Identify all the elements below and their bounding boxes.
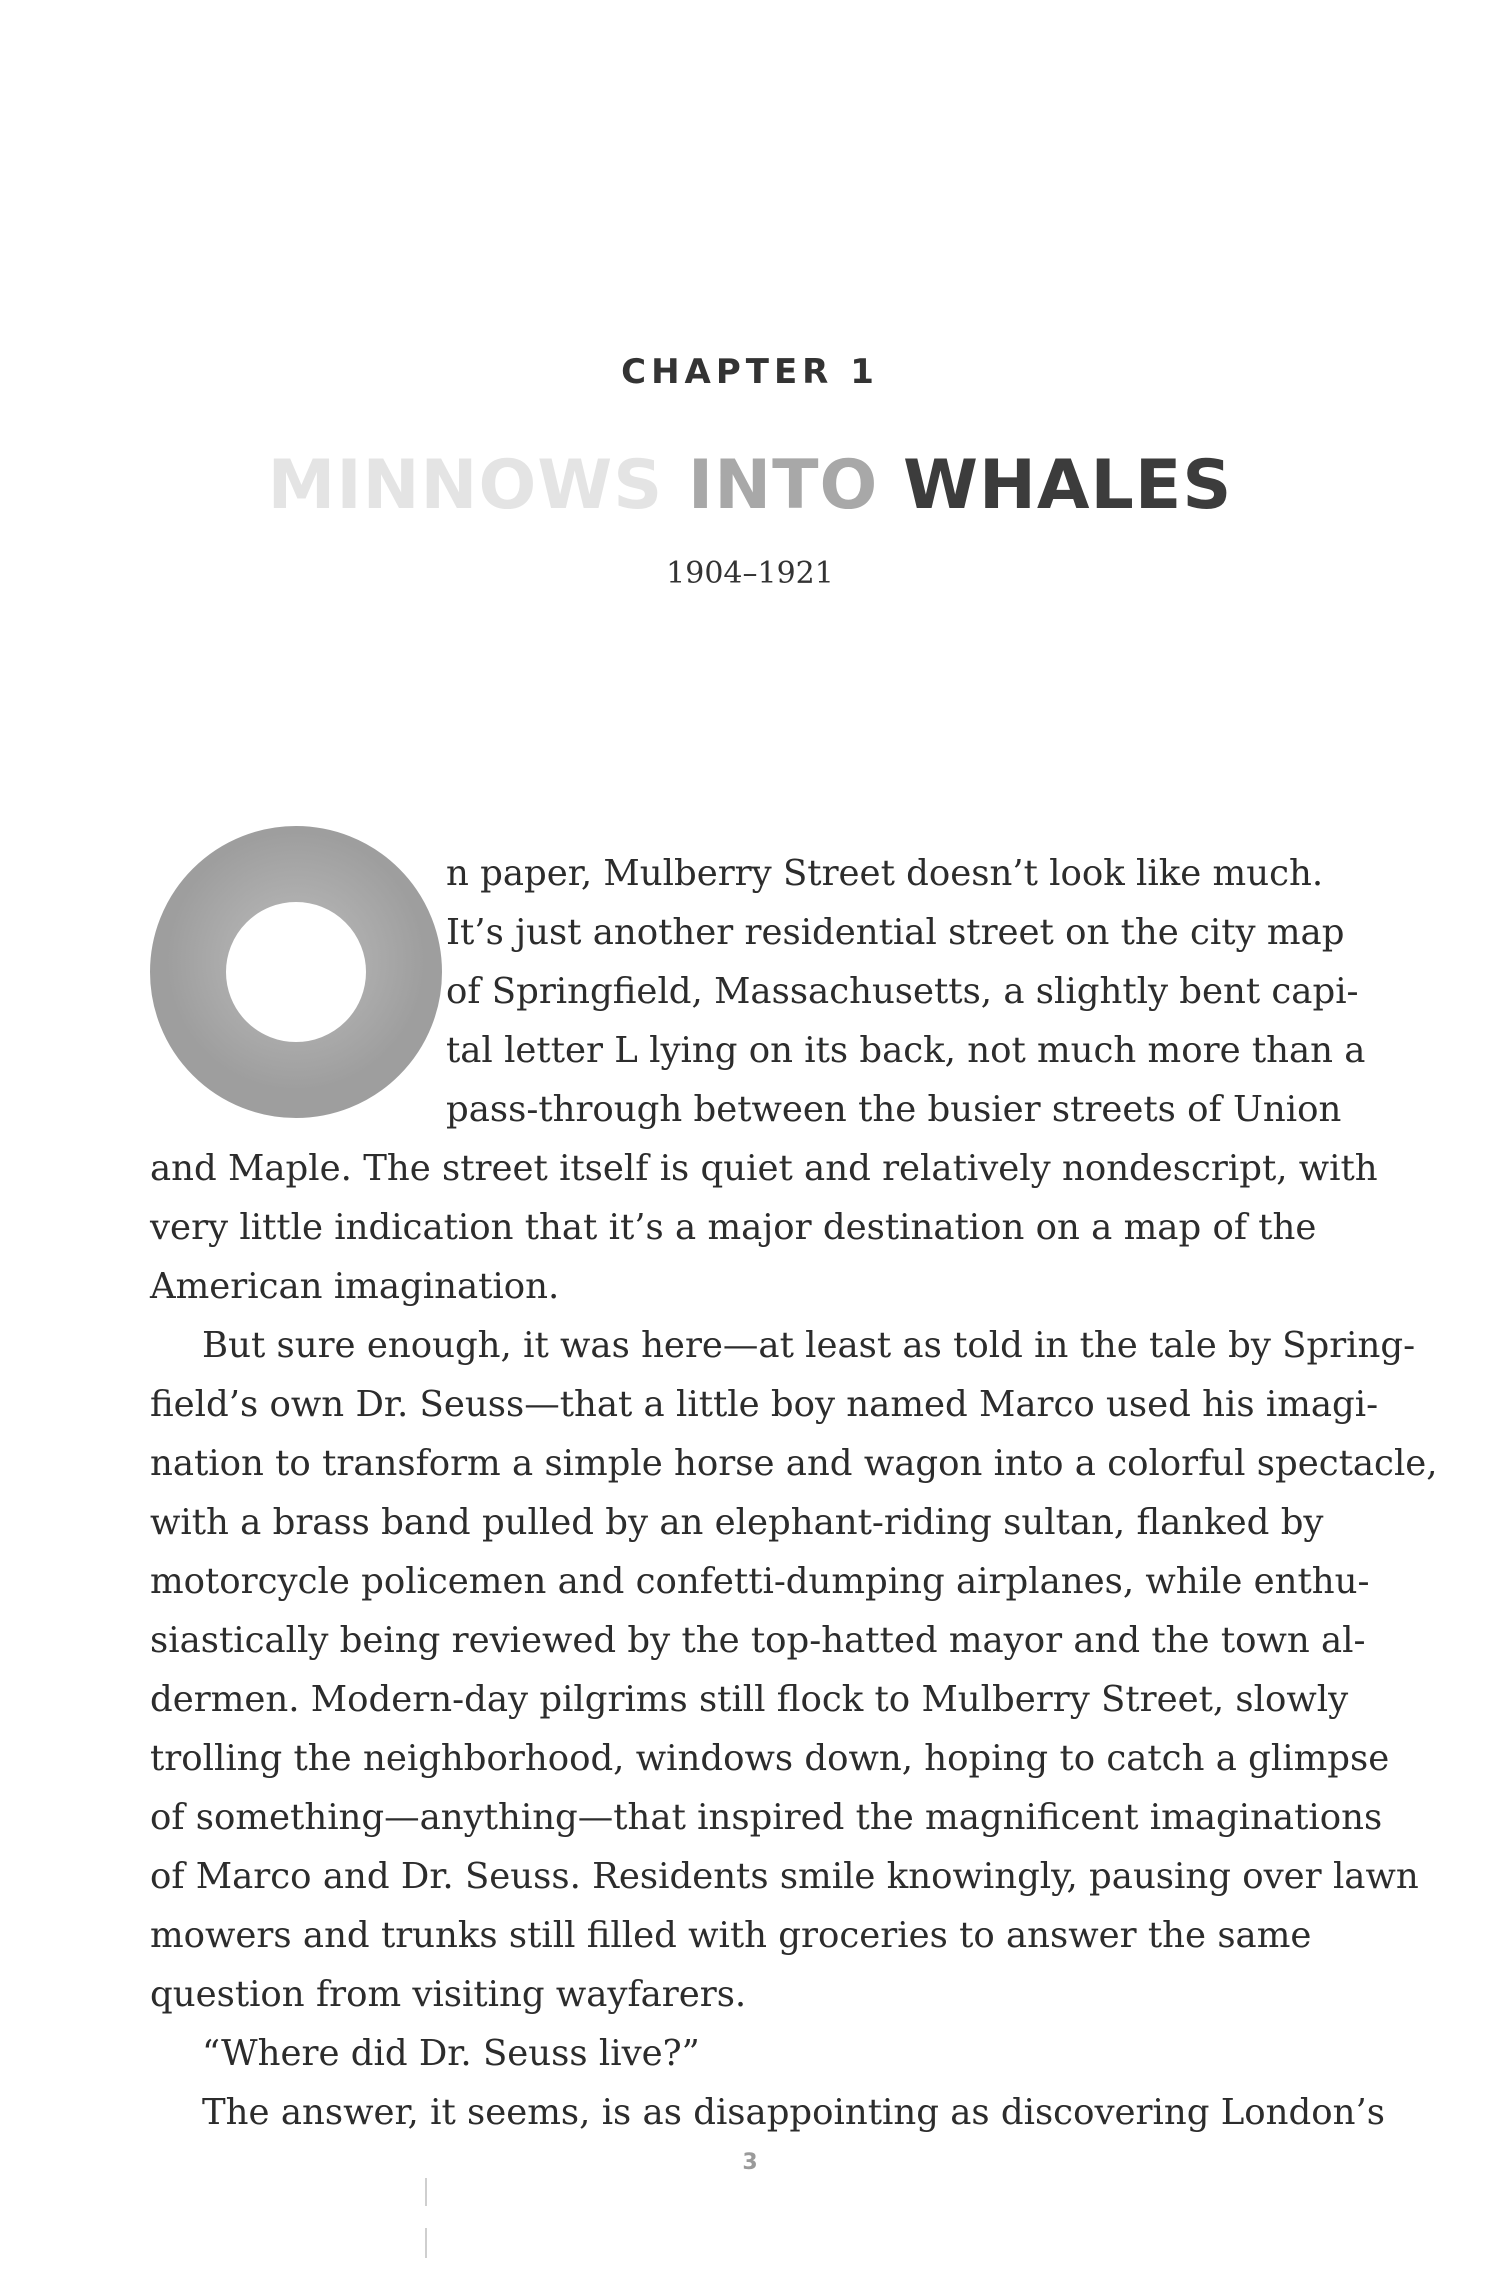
page-number: 3	[742, 2150, 758, 2175]
chapter-title-dark: WHALES	[878, 446, 1233, 525]
text-line: siastically being reviewed by the top-hatted mayor and the town al-	[150, 1620, 1366, 1661]
text-line: dermen. Modern-day pilgrims still flock to Mulberry Street, slowly	[150, 1679, 1349, 1720]
text-line: nation to transform a simple horse and wagon into a colorful spectacle,	[150, 1443, 1438, 1484]
chapter-title-mid: INTO	[687, 446, 879, 525]
drop-cap-letter	[148, 824, 448, 1124]
text-line: very little indication that it’s a major destination on a map of the	[150, 1207, 1317, 1248]
chapter-title	[0, 446, 1500, 525]
text-line: with a brass band pulled by an elephant-riding sultan, flanked by	[150, 1502, 1324, 1543]
text-line: motorcycle policemen and confetti-dumping airplanes, while enthu-	[150, 1561, 1370, 1602]
chapter-dates: 1904–1921	[666, 556, 834, 591]
text-line: The answer, it seems, is as disappointing as discovering London’s	[202, 2092, 1385, 2133]
text-line: It’s just another residential street on the city map	[446, 912, 1345, 953]
text-line: mowers and trunks still filled with groceries to answer the same	[150, 1915, 1312, 1956]
scan-mark	[425, 2178, 427, 2206]
text-line: and Maple. The street itself is quiet and relatively nondescript, with	[150, 1148, 1378, 1189]
text-line: pass-through between the busier streets of Union	[446, 1089, 1342, 1130]
text-line: American imagination.	[150, 1266, 560, 1307]
text-line: “Where did Dr. Seuss live?”	[202, 2033, 700, 2074]
text-line: of Springfield, Massachusetts, a slightly bent capi-	[446, 971, 1359, 1012]
text-line: But sure enough, it was here—at least as told in the tale by Spring-	[202, 1325, 1416, 1366]
text-line: n paper, Mulberry Street doesn’t look like much.	[446, 853, 1324, 894]
scan-mark	[425, 2228, 427, 2258]
text-line: of Marco and Dr. Seuss. Residents smile knowingly, pausing over lawn	[150, 1856, 1419, 1897]
chapter-title-faint: MINNOWS	[267, 446, 688, 525]
text-line: of something—anything—that inspired the magnificent imaginations	[150, 1797, 1383, 1838]
text-line: tal letter L lying on its back, not much more than a	[446, 1030, 1366, 1071]
chapter-label: CHAPTER 1	[621, 352, 879, 392]
text-line: field’s own Dr. Seuss—that a little boy named Marco used his imagi-	[150, 1384, 1379, 1425]
text-line: trolling the neighborhood, windows down, hoping to catch a glimpse	[150, 1738, 1390, 1779]
text-line: question from visiting wayfarers.	[150, 1974, 747, 2015]
